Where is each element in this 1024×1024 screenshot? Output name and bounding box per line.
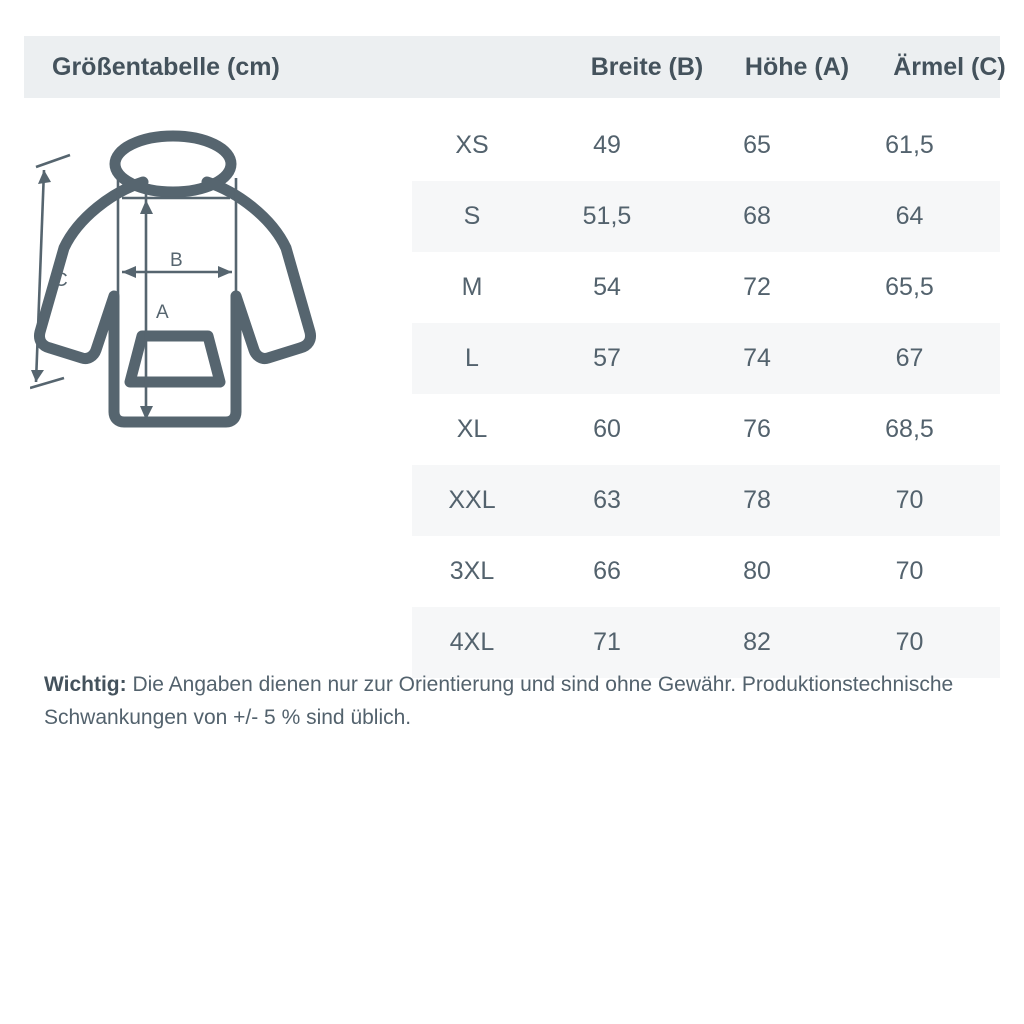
header-col-breite: Breite (B) <box>590 52 704 81</box>
cell-hoehe: 78 <box>743 486 771 514</box>
cell-aermel: 61,5 <box>885 131 934 159</box>
header-col-hoehe: Höhe (A) <box>744 52 850 81</box>
cell-size: S <box>463 202 481 230</box>
table-row <box>412 394 1000 465</box>
cell-breite: 60 <box>593 415 621 443</box>
table-row <box>412 323 1000 394</box>
footnote-lead: Wichtig: <box>44 673 127 696</box>
cell-hoehe: 76 <box>743 415 771 443</box>
label-c: C <box>54 270 68 291</box>
page-title: Größentabelle (cm) <box>52 52 280 81</box>
cell-breite: 66 <box>593 557 621 585</box>
cell-hoehe: 82 <box>743 628 771 656</box>
cell-size: 4XL <box>449 628 495 656</box>
cell-size: XL <box>456 415 488 443</box>
cell-size: M <box>461 273 483 301</box>
table-row <box>412 110 1000 181</box>
cell-breite: 51,5 <box>582 202 632 230</box>
cell-hoehe: 72 <box>743 273 771 301</box>
cell-aermel: 70 <box>895 628 924 656</box>
cell-aermel: 68,5 <box>885 415 934 443</box>
hoodie-illustration <box>30 120 410 460</box>
cell-hoehe: 65 <box>743 131 771 159</box>
cell-size: XS <box>455 131 489 159</box>
cell-aermel: 67 <box>895 344 924 372</box>
header-columns <box>452 53 1024 82</box>
table-header <box>24 36 1006 98</box>
table-row <box>412 536 1000 607</box>
table-row <box>412 181 1000 252</box>
cell-aermel: 64 <box>895 202 924 230</box>
cell-hoehe: 68 <box>743 202 771 230</box>
cell-hoehe: 80 <box>743 557 771 585</box>
cell-breite: 49 <box>593 131 621 159</box>
cell-size: 3XL <box>449 557 495 585</box>
cell-breite: 71 <box>593 628 621 656</box>
table-row <box>412 252 1000 323</box>
cell-breite: 54 <box>593 273 621 301</box>
label-b: B <box>170 250 183 271</box>
cell-aermel: 70 <box>895 557 924 585</box>
cell-breite: 63 <box>593 486 621 514</box>
cell-size: XXL <box>448 486 496 514</box>
header-col-aermel: Ärmel (C) <box>893 52 1006 81</box>
cell-aermel: 70 <box>895 486 924 514</box>
cell-aermel: 65,5 <box>885 273 934 301</box>
label-a: A <box>156 302 169 323</box>
cell-size: L <box>465 344 479 372</box>
footnote <box>44 668 994 734</box>
table-row <box>412 465 1000 536</box>
cell-hoehe: 74 <box>743 344 771 372</box>
size-table <box>412 110 1000 678</box>
footnote-text: Die Angaben dienen nur zur Orientierung und sind ohne Gewähr. Produktionstechnische Schwankungen von +/- 5 % sind üblich. <box>44 673 954 729</box>
cell-breite: 57 <box>593 344 621 372</box>
